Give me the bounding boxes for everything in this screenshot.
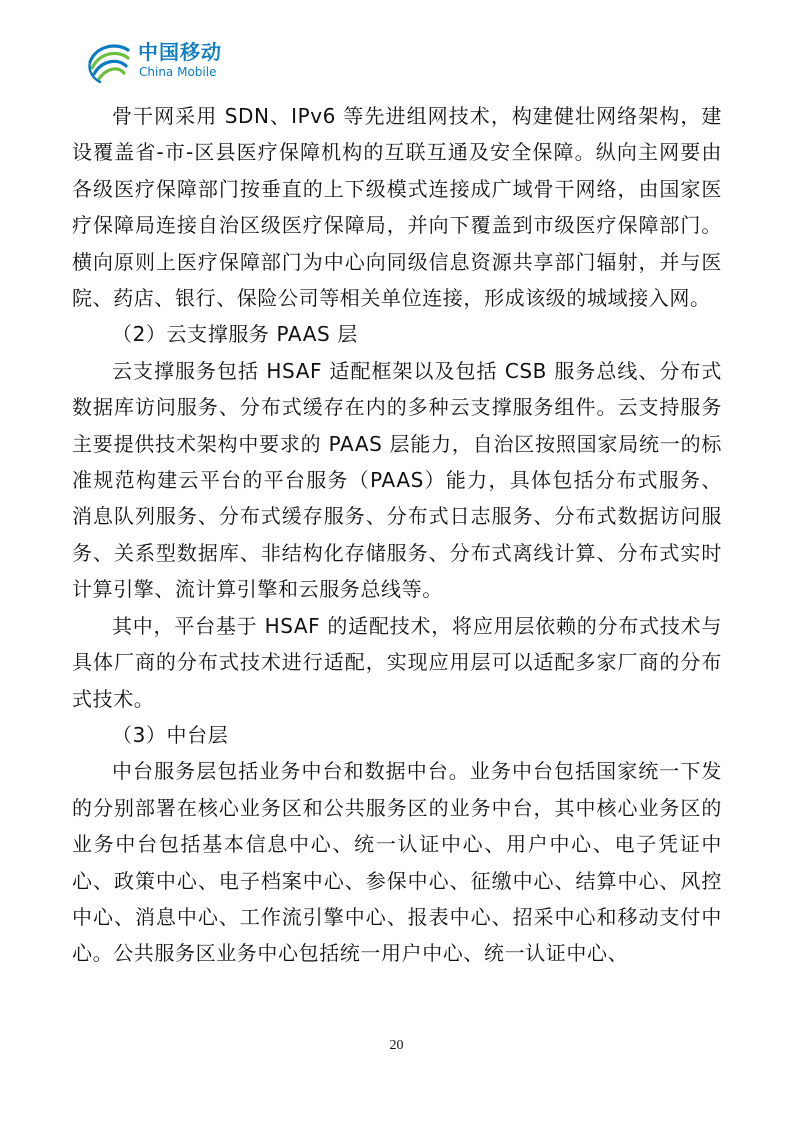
section-heading-middle-platform: （3）中台层 (112, 722, 229, 747)
paragraph-hsaf-adaptation: 其中，平台基于 HSAF 的适配技术，将应用层依赖的分布式技术与具体厂商的分布式技术进行适配，实现应用层可以适配多家厂商的分布式技术。 (72, 613, 722, 711)
logo-chinese-text: 中国移动 (138, 40, 222, 64)
page-number: 20 (389, 1038, 404, 1053)
paragraph-backbone-network: 骨干网采用 SDN、IPv6 等先进组网技术，构建健壮网络架构，建设覆盖省-市-区县医疗保障机构的互联互通及安全保障。纵向主网要由各级医疗保障部门按垂直的上下级模式连接成广域骨干网络，由国家医疗保障局连接自治区级医疗保障局，并向下覆盖到市级医疗保障部门。横向原则上医疗保障部门为中心向同级信息资源共享部门辐射，并与医院、药店、银行、保险公司等相关单位连接，形成该级的城域接入网。 (72, 104, 722, 311)
paragraph-cloud-support: 云支撑服务包括 HSAF 适配框架以及包括 CSB 服务总线、分布式数据库访问服务、分布式缓存在内的多种云支撑服务组件。云支持服务主要提供技术架构中要求的 PAAS 层能力，自治区按照国家局统一的标准规范构建云平台的平台服务（PAAS）能力，具体包括分布式服务、消息队列服务、分布式缓存服务、分布式日志服务、分布式数据访问服务、关系型数据库、非结构化存储服务、分布式离线计算、分布式实时计算引擎、流计算引擎和云服务总线等。 (72, 358, 722, 602)
logo-english-text: China Mobile (139, 65, 217, 79)
document-body (72, 98, 722, 972)
section-heading-paas: （2）云支撑服务 PAAS 层 (112, 322, 358, 347)
paragraph-middle-platform: 中台服务层包括业务中台和数据中台。业务中台包括国家统一下发的分别部署在核心业务区和公共服务区的业务中台，其中核心业务区的业务中台包括基本信息中心、统一认证中心、用户中心、电子凭证中心、政策中心、电子档案中心、参保中心、征缴中心、结算中心、风控中心、消息中心、工作流引擎中心、报表中心、招采中心和移动支付中心。公共服务区业务中心包括统一用户中心、统一认证中心、 (72, 759, 722, 966)
china-mobile-swirl-icon (86, 40, 132, 84)
china-mobile-logo (86, 40, 246, 84)
